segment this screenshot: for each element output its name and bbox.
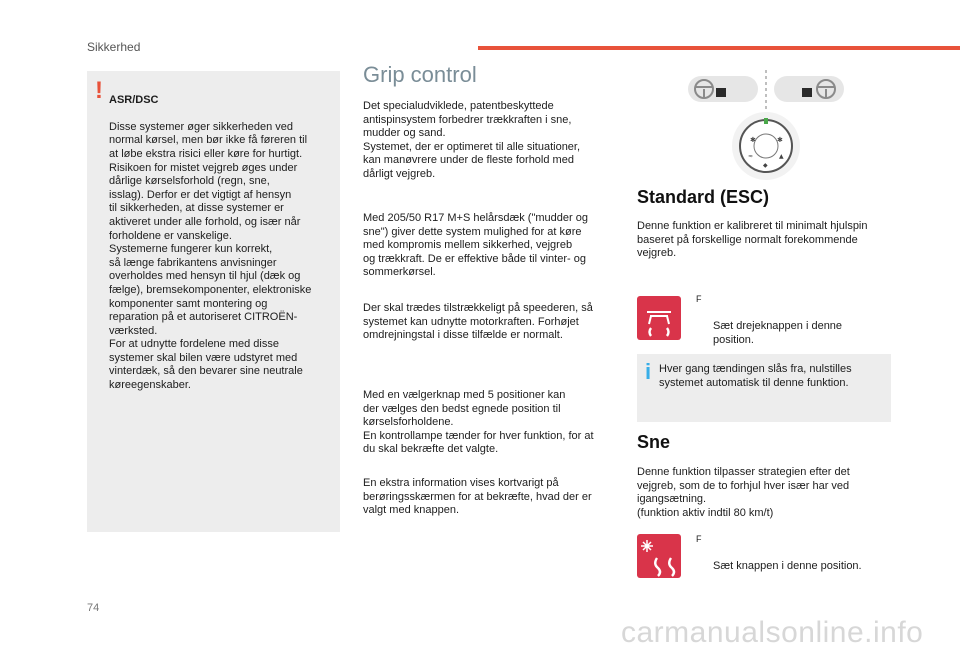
sne-heading: Sne — [637, 432, 671, 452]
warning-body: Disse systemer øger sikkerheden ved normal kørsel, men bør ikke få føreren til at løbe ekstra risici eller køre for hurtigt. Risikoen for mistet vejgreb øges under dårlige kørselsforhold (regn, sne, isslag). Derfor er det vigtigt af hensyn til sikkerheden, at disse systemer er aktiveret under alle forhold, og især når forholdene er vanskelige. Systemerne fungerer kun korrekt, så længe fabrikantens anvisninger overholdes med hensyn til hjul (dæk og fælge), bremsekomponenter, elektroniske komponenter samt montering og reparation på et autoriseret CITROËN- værksted. For at udnytte fordelene med disse systemer skal bilen være udstyret med vinterdæk, så den bevarer sine neutrale køreegenskaber. — [109, 120, 312, 392]
info-icon: i — [645, 359, 652, 384]
watermark: carmanualsonline.info — [621, 616, 924, 649]
grip-paragraph-2: Med 205/50 R17 M+S helårsdæk ("mudder og sne") giver dette system mulighed for at køre med kompromis mellem sikkerhed, vejgreb og trækkraft. De er effektive både til vinter- og sommerkørsel. — [363, 212, 588, 279]
sne-text: Denne funktion tilpasser strategien efter det vejgreb, som de to forhjul hver især har ved igangsætning. (funktion aktiv indtil 80 km/t) — [637, 466, 850, 519]
grip-control-title: Grip control — [363, 62, 477, 87]
section-label: Sikkerhed — [87, 40, 141, 54]
header-accent-bar — [478, 46, 960, 50]
info-text: Hver gang tændingen slås fra, nulstilles systemet automatisk til denne funktion. — [659, 363, 852, 389]
page-number: 74 — [87, 602, 100, 614]
grip-paragraph-1: Det specialudviklede, patentbeskyttede antispinsystem forbedrer trækkraften i sne, mudder og sand. Systemet, der er optimeret til alle situationer, kan manøvrere under de fleste forhold med dårligt vejgreb. — [363, 100, 581, 180]
snowflake-road-icon — [637, 534, 681, 578]
standard-bullet: F Sæt drejeknappen i denne position. — [696, 294, 843, 346]
sne-bullet: F Sæt knappen i denne position. — [696, 534, 862, 573]
warning-title: ASR/DSC — [109, 93, 159, 106]
grip-control-dial-icon — [686, 66, 846, 184]
svg-text:◆: ◆ — [763, 162, 768, 169]
info-box — [637, 354, 891, 422]
bullet-marker: F — [696, 294, 702, 304]
warning-box — [87, 71, 340, 532]
exclamation-icon: ! — [95, 77, 103, 104]
svg-text:✱: ✱ — [750, 136, 756, 144]
bullet-marker: F — [696, 534, 702, 544]
skid-road-icon — [637, 296, 681, 340]
grip-paragraph-5: En ekstra information vises kortvarigt på berøringsskærmen for at bekræfte, hvad der er valgt med knappen. — [363, 477, 592, 517]
grip-paragraph-4: Med en vælgerknap med 5 positioner kan der vælges den bedst egnede position til kørselsforholdene. En kontrollampe tænder for hver funktion, for at du skal bekræfte det valgte. — [363, 389, 594, 456]
svg-text:≈: ≈ — [748, 153, 754, 160]
standard-heading: Standard (ESC) — [637, 187, 770, 207]
svg-text:✱: ✱ — [777, 136, 783, 144]
standard-text: Denne funktion er kalibreret til minimalt hjulspin baseret på forskellige normalt forekommende vejgreb. — [637, 220, 868, 260]
grip-paragraph-3: Der skal trædes tilstrækkeligt på speederen, så systemet kan udnytte motorkraften. Forhøjet omdrejningstal i disse tilfælde er normalt. — [363, 302, 593, 342]
svg-text:▲: ▲ — [779, 153, 784, 160]
